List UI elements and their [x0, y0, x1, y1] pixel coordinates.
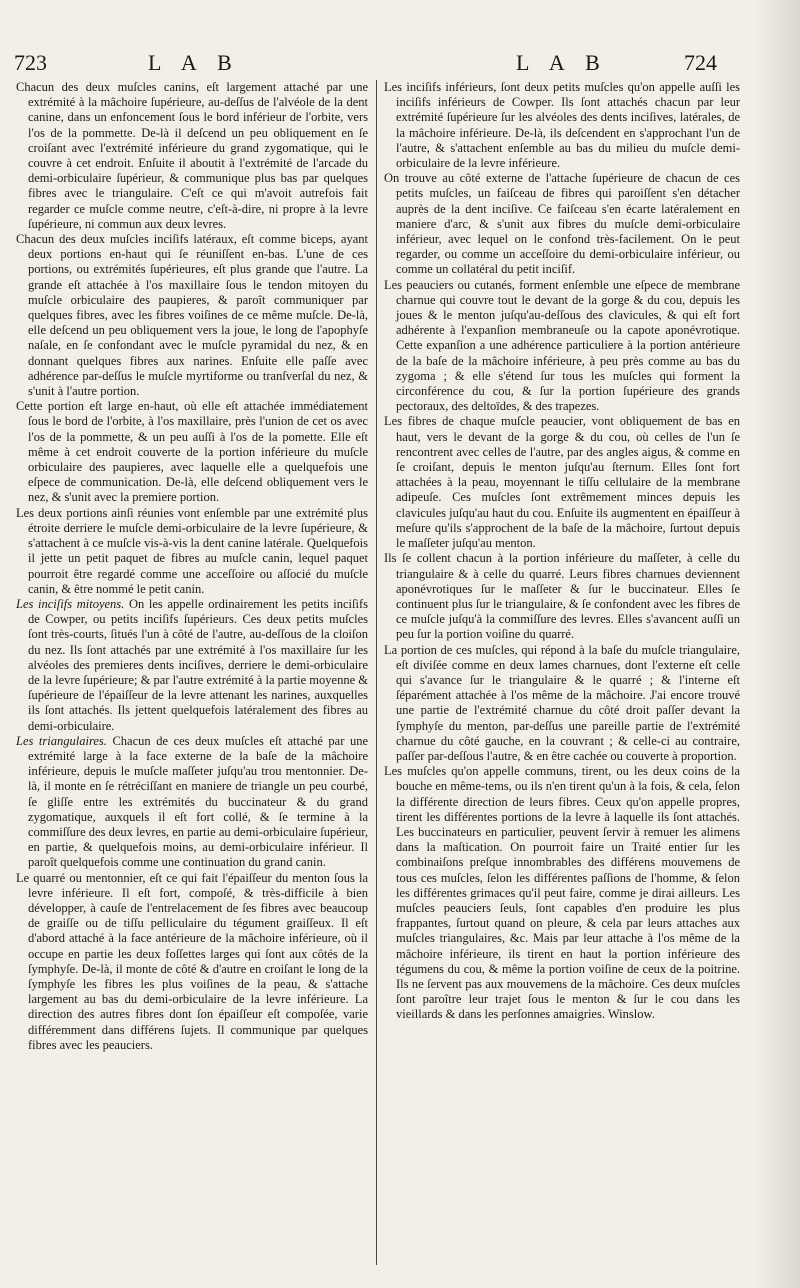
column-divider [376, 80, 377, 1265]
paragraph-text: Chacun des deux muſcles canins, eſt largement attaché par une extrémité à la mâchoire ſupérieure, au-deſſus de l'alvéole de la dent canine, dans un enfoncement ſous le bord inférieur de l'orbite, vers l'os de la pommette. De-là il deſcend un peu obliquement en ſe croiſant avec l'extrémité inférieure du grand zygomatique, qui le couvre à cet endroit. Enſuite il aboutit à l'extrémité de l'arcade du demi-orbiculaire ſupérieur, & communique plus bas par quelques fibres avec le triangulaire. C'eſt ce qui m'avoit autrefois fait regarder ce muſcle comme neutre, c'eſt-à-dire, ni propre à la levre ſupérieure, ni commun aux deux levres. [16, 80, 368, 231]
paragraph-text: Les deux portions ainſi réunies vont enſemble par une extrémité plus étroite derriere le muſcle demi-orbiculaire de la levre ſupérieure, & s'attachent à ce muſcle vis-à-vis la dent canine latérale. Quelquefois il jette un petit paquet de fibres au muſcle canin, lequel paquet pourroit être regardé comme une acceſſoire ou aſſocié du muſcle canin, & être nommé le petit canin. [16, 505, 368, 596]
paragraph [16, 734, 368, 871]
page-number-left: 723 [14, 50, 47, 75]
paragraph-lead: Les triangulaires. [16, 733, 107, 748]
paragraph-text: Les muſcles qu'on appelle communs, tirent, ou les deux coins de la bouche en même-tems, ou ils n'en tirent qu'un à la fois, & cela, ſelon la différente direction de leurs fibres. Ceux qu'on appelle propres, tirent les différentes portions de la levre à laquelle ils ſont attachés. Les buccinateurs en particulier, peuvent ſervir à remuer les alimens dans la maſtication. On pourroit faire un Traité entier ſur les combinaiſons preſque innombrables des différens mouvemens de tous ces muſcles, ſelon les différentes paſſions de l'homme, & ſelon les différentes grimaces qu'il peut faire, comme je dirai ailleurs. Les muſcles peauciers ſeuls, ſont capables d'en produire les plus frappantes, ſurtout quand on pleure, & cela par leurs attaches aux muſcles triangulaires, &c. Mais par leur attache à l'os même de la mâchoire inférieure, ils tirent en haut la portion inférieure des tégumens du cou, & même la portion voiſine de ceux de la poitrine. Ils ne ſervent pas aux mouvemens de la mâchoire. Ces deux muſcles ſont paroître leur trajet ſous le menton & ſur le cou dans les vieillards & dans les perſonnes amaigries. Winslow. [384, 764, 740, 1022]
paragraph-text: Le quarré ou mentonnier, eſt ce qui fait l'épaiſſeur du menton ſous la levre inférieure. Il eſt fort, compoſé, & très-difficile à bien développer, à cauſe de l'entrelacement de ſes fibres avec beaucoup de graiſſe ou de tiſſu pelliculaire du tégument graiſſeux. Il eſt d'abord attaché à la face antérieure de la mâchoire inférieure, où il occupe en partie les deux foſſettes larges qui ſont aux côtés de la ſymphyſe. De-là, il monte de côté & d'autre en croiſant le long de la ſymphyſe les fibres les plus voiſines de la peau, & s'attache largement au bas du demi-orbiculaire de la levre inférieure. La direction des autres fibres dont ſon épaiſſeur eſt compoſée, varie différemment dans différens ſujets. Il communique par quelques fibres avec les peauciers. [16, 870, 368, 1052]
paragraph-lead: Les inciſifs mitoyens. [16, 596, 125, 611]
running-head-right: L A B [516, 50, 608, 75]
paragraph [384, 278, 740, 415]
paragraph-text: Chacun des deux muſcles inciſifs latéraux, eſt comme biceps, ayant deux portions en-haut qui ſe réuniſſent en-bas. L'une de ces portions, ou extrémités ſupérieures, eſt plus grande que l'autre. La grande eſt attachée à l'os maxillaire ſous le tendon mitoyen du muſcle orbiculaire des paupieres, & paroît communiquer par quelques fibres, avec les fibres voiſines de ce même muſcle. De-là, elle deſcend un peu obliquement vers la joue, le long de l'apophyſe naſale, en ſe confondant avec le muſcle pyramidal du nez, & en donnant quelques fibres aux narines. Enſuite elle paſſe avec adhérence par-deſſus le muſcle myrtiforme ou tranſverſal du nez, & s'unit à l'autre portion. [16, 232, 368, 399]
paragraph-text: Les inciſifs inférieurs, ſont deux petits muſcles qu'on appelle auſſi les inciſifs inférieurs de Cowper. Ils ſont attachés chacun par leur extrémité ſupérieure ſur les alvéoles des dents inciſives, latérales, de la mâchoire inférieure. De-là, ils deſcendent en s'approchant l'un de l'autre, & s'attachent enſemble au bas du milieu du muſcle demi-orbiculaire de la levre inférieure. [384, 80, 740, 171]
paragraph [16, 597, 368, 734]
running-head-left: L A B [148, 50, 240, 75]
paragraph [384, 643, 740, 765]
paragraph [384, 171, 740, 277]
paragraph-text: Les fibres de chaque muſcle peaucier, vont obliquement de bas en haut, vers le devant de la gorge & du cou, où celles de l'un ſe rencontrent avec celles de l'autre, par des angles aigus, & comme en ſe croiſant, depuis le menton juſqu'au ſternum. Elles ſont fort attachées à la peau, moyennant le tiſſu cellulaire de la membrane adipeuſe. Ces muſcles ſont extrêmement minces depuis les clavicules juſqu'au haut du cou. Enſuite ils augmentent en épaiſſeur à meſure qu'ils s'approchent de la baſe de la mâchoire, ſurtout depuis le maſſeter juſqu'au menton. [384, 414, 740, 551]
paragraph [384, 551, 740, 642]
paragraph [16, 871, 368, 1053]
page-header [0, 50, 800, 80]
paragraph [384, 80, 740, 171]
page-edge-shadow [755, 0, 800, 1288]
paragraph-text: Ils ſe collent chacun à la portion inférieure du maſſeter, à celle du triangulaire & à celle du quarré. Leurs fibres charnues deviennent aponévrotiques ſur le maſſeter & ſur le buccinateur. Elles ſe continuent plus ſur le triangulaire, & ſe confondent avec les fibres de ce muſcle juſqu'à la commiſſure des levres. Elles s'avancent auſſi un peu ſur la portion voiſine du quarré. [384, 551, 740, 642]
left-column [16, 80, 368, 1053]
paragraph-text: Cette portion eſt large en-haut, où elle eſt attachée immédiatement ſous le bord de l'orbite, à l'os maxillaire, près l'union de cet os avec l'os de la pommette, & un peu auſſi à l'os de la pomette. Elle eſt même à cet endroit couverte de la portion inférieure du muſcle orbiculaire des paupieres, avec laquelle elle a quelquefois une eſpece de communication. De-là, elle deſcend obliquement vers le nez, & s'unit avec la premiere portion. [16, 399, 368, 505]
paragraph [384, 414, 740, 551]
right-column [384, 80, 740, 1023]
paragraph [384, 764, 740, 1022]
paragraph-text: On les appelle ordinairement les petits inciſifs de Cowper, ou petits inciſifs ſupérieurs. Ces deux petits muſcles ſont très-courts, ſitués l'un à côté de l'autre, au-deſſous de la cloiſon du nez. Ils ſont attachés par une extrémité à l'os maxillaire ſur les alvéoles des premieres dents inciſives, derriere le demi-orbiculaire de la levre ſupérieure; & par l'autre extrémité à la partie moyenne & ſupérieure de l'épaiſſeur de la levre attenant les narines, auxquelles ils ſont attachés. Ils jettent quelquefois latéralement des fibres au demi-orbiculaire. [28, 596, 368, 733]
page-number-right: 724 [684, 50, 717, 75]
paragraph-text: Chacun de ces deux muſcles eſt attaché par une extrémité large à la face externe de la baſe de la mâchoire inférieure, depuis le muſcle maſſeter juſqu'au trou mentonnier. De-là, il monte en ſe rétréciſſant en maniere de triangle un peu courbé, ſe gliſſe entre les extrémités du buccinateur & du grand zygomatique, auxquels il eſt fort collé, & ſe termine à la commiſſure des deux levres, en partie au demi-orbiculaire ſupérieur, en partie, & quelquefois moins, au demi-orbiculaire inférieur. Il paroît quelquefois comme une continuation du grand canin. [28, 733, 369, 870]
paragraph [16, 232, 368, 399]
paragraph-text: Les peauciers ou cutanés, forment enſemble une eſpece de membrane charnue qui couvre tout le devant de la gorge & du cou, depuis les joues & le menton juſqu'au-deſſous des clavicules, & qui eſt fort adhérente à l'expanſion membraneuſe ou la capote aponévrotique. Cette expanſion a une adhérence particuliere à la portion antérieure de la baſe de la mâchoire inférieure, à peu près comme au bas du zygoma ; & elle s'étend ſur tous les muſcles qui forment la circonférence du cou, & ſur la portion ſupérieure des grands pectoraux, des deltoïdes, & des trapezes. [384, 277, 740, 414]
paragraph [16, 399, 368, 505]
paragraph [16, 80, 368, 232]
paragraph-text: On trouve au côté externe de l'attache ſupérieure de chacun de ces petits muſcles, un faiſceau de fibres qui paroiſſent s'en détacher auprès de la dent inciſive. Ce faiſceau s'en écarte latéralement en maniere d'arc, & s'unit aux fibres du muſcle demi-orbiculaire inférieur, avec lequel on le confond très-facilement. On le peut regarder, ou comme un acceſſoire du demi-orbiculaire inférieur, ou comme un collatéral du petit inciſif. [384, 171, 740, 277]
paragraph [16, 506, 368, 597]
paragraph-text: La portion de ces muſcles, qui répond à la baſe du muſcle triangulaire, eſt diviſée comme en deux lames charnues, dont l'externe eſt celle qui s'avance ſur le triangulaire & le quarré ; & l'interne eſt ſéparément attachée à l'os même de la mâchoire. J'ai encore trouvé une partie de l'extrémité charnue du côté droit paſſer devant la ſymphyſe du menton, par-deſſus une pareille partie de l'extrémité charnue du côté gauche, en la couvrant ; & celle-ci au contraire, paſſer par-deſſous l'autre, & en être cachée ou couverte à proportion. [384, 642, 740, 763]
